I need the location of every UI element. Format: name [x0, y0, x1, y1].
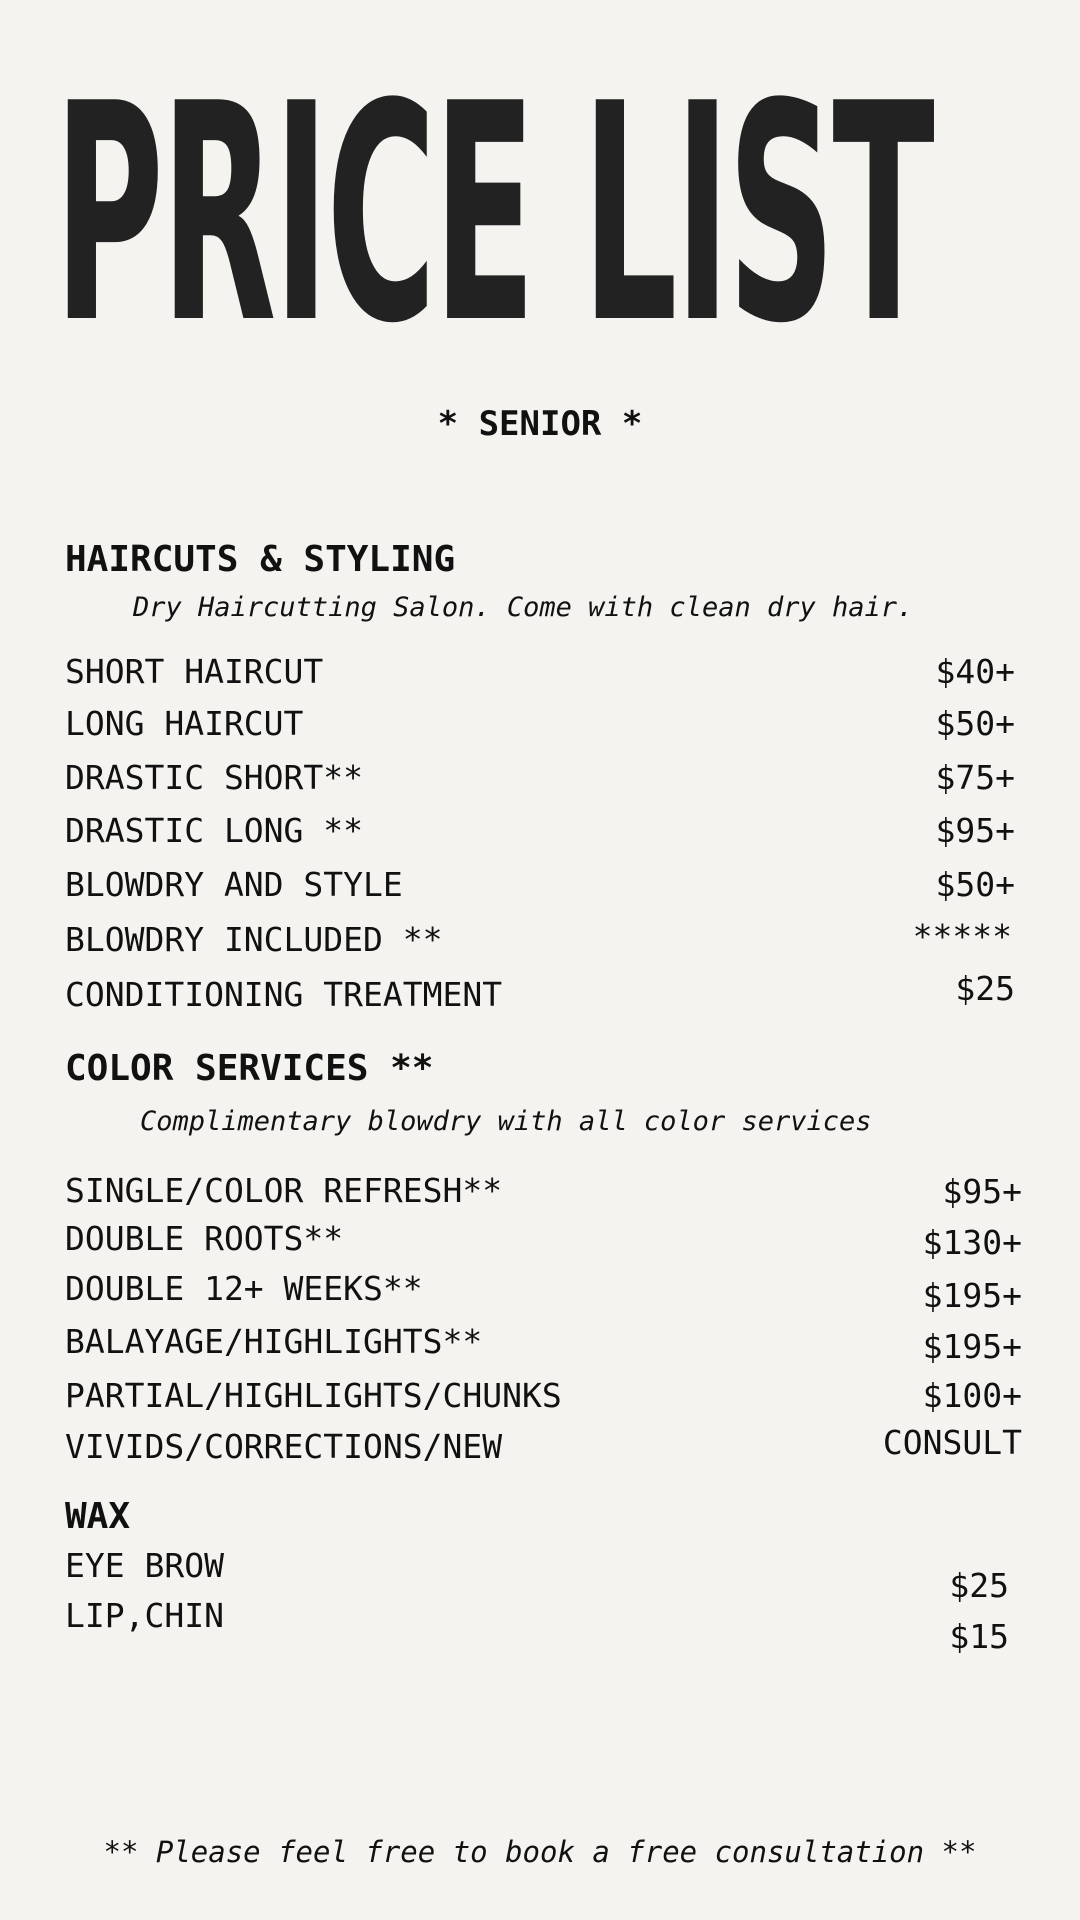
- haircuts-heading: HAIRCUTS & STYLING: [65, 539, 456, 580]
- service-price: *****: [912, 917, 1012, 956]
- price-list-title: [54, 50, 1034, 380]
- color-services-heading: COLOR SERVICES **: [65, 1048, 434, 1089]
- service-name: DOUBLE ROOTS**: [65, 1219, 344, 1258]
- service-name: BLOWDRY AND STYLE: [65, 865, 403, 904]
- service-name: EYE BROW: [65, 1546, 224, 1585]
- service-name: LONG HAIRCUT: [65, 704, 304, 743]
- service-price: $15: [949, 1617, 1009, 1656]
- haircuts-note: Dry Haircutting Salon. Come with clean dry hair.: [133, 592, 914, 623]
- service-name: DRASTIC SHORT**: [65, 758, 364, 797]
- service-price: $95+: [942, 1172, 1022, 1211]
- service-name: SINGLE/COLOR REFRESH**: [65, 1171, 503, 1210]
- service-price: $100+: [922, 1376, 1022, 1415]
- service-price: $95+: [935, 811, 1015, 850]
- service-price: $130+: [922, 1223, 1022, 1262]
- service-price: $75+: [935, 758, 1015, 797]
- service-name: VIVIDS/CORRECTIONS/NEW: [65, 1427, 503, 1466]
- consultation-footer: ** Please feel free to book a free consultation **: [103, 1835, 977, 1869]
- service-name: CONDITIONING TREATMENT: [65, 975, 503, 1014]
- service-name: SHORT HAIRCUT: [65, 652, 324, 691]
- service-price: CONSULT: [882, 1423, 1022, 1462]
- service-name: LIP,CHIN: [65, 1596, 224, 1635]
- service-name: DOUBLE 12+ WEEKS**: [65, 1269, 423, 1308]
- service-price: $25: [949, 1566, 1009, 1605]
- senior-subtitle: * SENIOR *: [437, 404, 643, 444]
- service-price: $50+: [935, 865, 1015, 904]
- service-price: $40+: [935, 652, 1015, 691]
- service-price: $50+: [935, 704, 1015, 743]
- service-price: $195+: [922, 1327, 1022, 1366]
- service-name: DRASTIC LONG **: [65, 811, 364, 850]
- title-text: PRICE LIST: [54, 50, 932, 380]
- service-name: PARTIAL/HIGHLIGHTS/CHUNKS: [65, 1376, 562, 1415]
- service-name: BLOWDRY INCLUDED **: [65, 920, 443, 959]
- wax-heading: WAX: [65, 1496, 131, 1537]
- service-price: $195+: [922, 1276, 1022, 1315]
- color-services-note: Complimentary blowdry with all color services: [140, 1106, 872, 1137]
- service-name: BALAYAGE/HIGHLIGHTS**: [65, 1322, 483, 1361]
- service-price: $25: [955, 969, 1015, 1008]
